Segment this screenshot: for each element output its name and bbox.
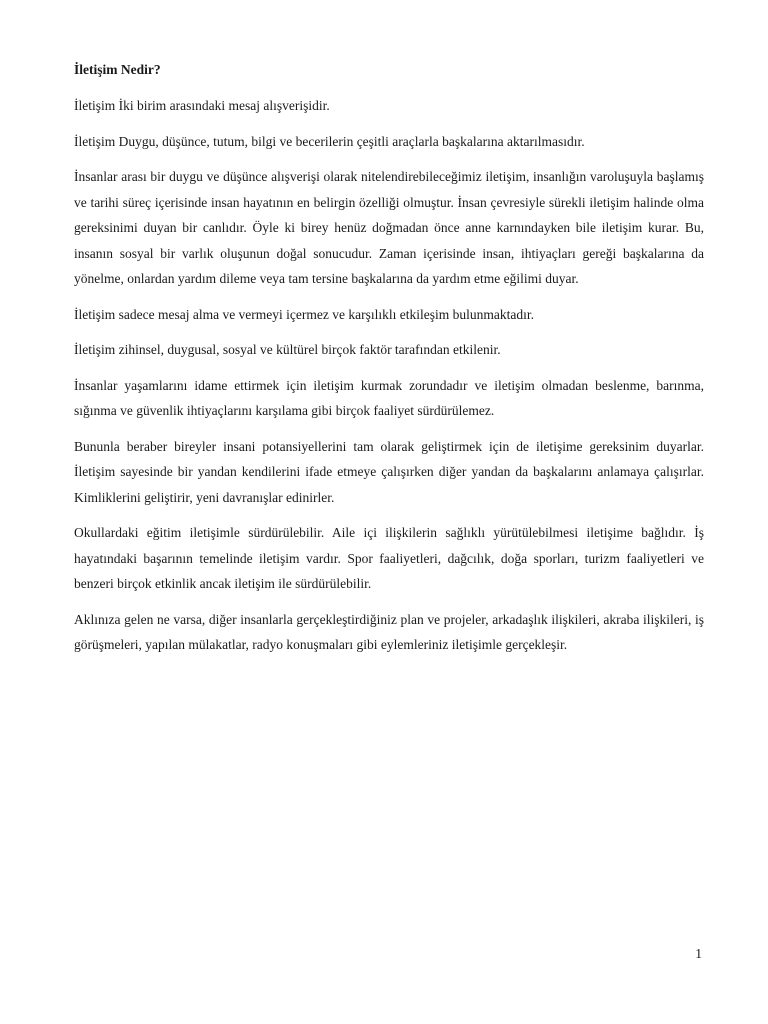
paragraph-1: İletişim İki birim arasındaki mesaj alışverişidir. — [74, 98, 330, 113]
paragraph-4: İletişim sadece mesaj alma ve vermeyi içermez ve karşılıklı etkileşim bulunmaktadır. — [74, 306, 534, 322]
document-title: İletişim Nedir? — [74, 62, 161, 77]
paragraph-3: İnsanlar arası bir duygu ve düşünce alışverişi olarak nitelendirebileceğimiz iletişim, insanlığın varoluşuyla başlamış ve tarihi süreç içerisinde insan hayatının en belirgin özelliği olmuştur. İnsan çevresiyle sürekli iletişim halinde olma gereksinimi duyan bir canlıdır. Öyle ki birey henüz doğmadan önce anne karnındayken bile iletişim kurar. Bu, insanın sosyal bir varlık oluşunun doğal sonucudur. Zaman içerisinde insan, ihtiyaçları gereği başkalarına da yönelme, onlardan yardım dileme veya tam tersine başkalarına da yardım etme eğilimi duyar. — [74, 169, 704, 286]
paragraph-6: İnsanlar yaşamlarını idame ettirmek için iletişim kurmak zorundadır ve iletişim olmadan beslenme, barınma, sığınma ve güvenlik ihtiyaçlarını karşılama gibi birçok faaliyet sürdürülemez. — [74, 377, 704, 418]
paragraph-8: Okullardaki eğitim iletişimle sürdürülebilir. Aile içi ilişkilerin sağlıklı yürütülebilmesi iletişime bağlıdır. İş hayatındaki başarının temelinde iletişim vardır. Spor faaliyetleri, dağcılık, doğa sporları, turizm faaliyetleri ve benzeri birçok etkinlik ancak iletişim ile sürdürülebilir. — [74, 525, 704, 591]
paragraph-5: İletişim zihinsel, duygusal, sosyal ve kültürel birçok faktör tarafından etkilenir. — [74, 342, 501, 357]
paragraph-7: Bununla beraber bireyler insani potansiyellerini tam olarak geliştirmek için de iletişime gereksinim duyarlar. İletişim sayesinde bir yandan kendilerini ifade etmeye çalışırken diğer yandan da başkalarını anlamaya çalışırlar. Kimliklerini geliştirir, yeni davranışlar edinirler. — [74, 438, 704, 505]
paragraph-2: İletişim Duygu, düşünce, tutum, bilgi ve becerilerin çeşitli araçlarla başkalarına aktarılmasıdır. — [74, 133, 585, 149]
paragraph-9: Aklınıza gelen ne varsa, diğer insanlarla gerçekleştirdiğiniz plan ve projeler, arkadaşlık ilişkileri, akraba ilişkileri, iş görüşmeleri, yapılan mülakatlar, radyo konuşmaları gibi eylemleriniz iletişimle gerçekleşir. — [74, 611, 704, 652]
page-number: 1 — [695, 946, 702, 961]
document-body — [74, 58, 704, 668]
